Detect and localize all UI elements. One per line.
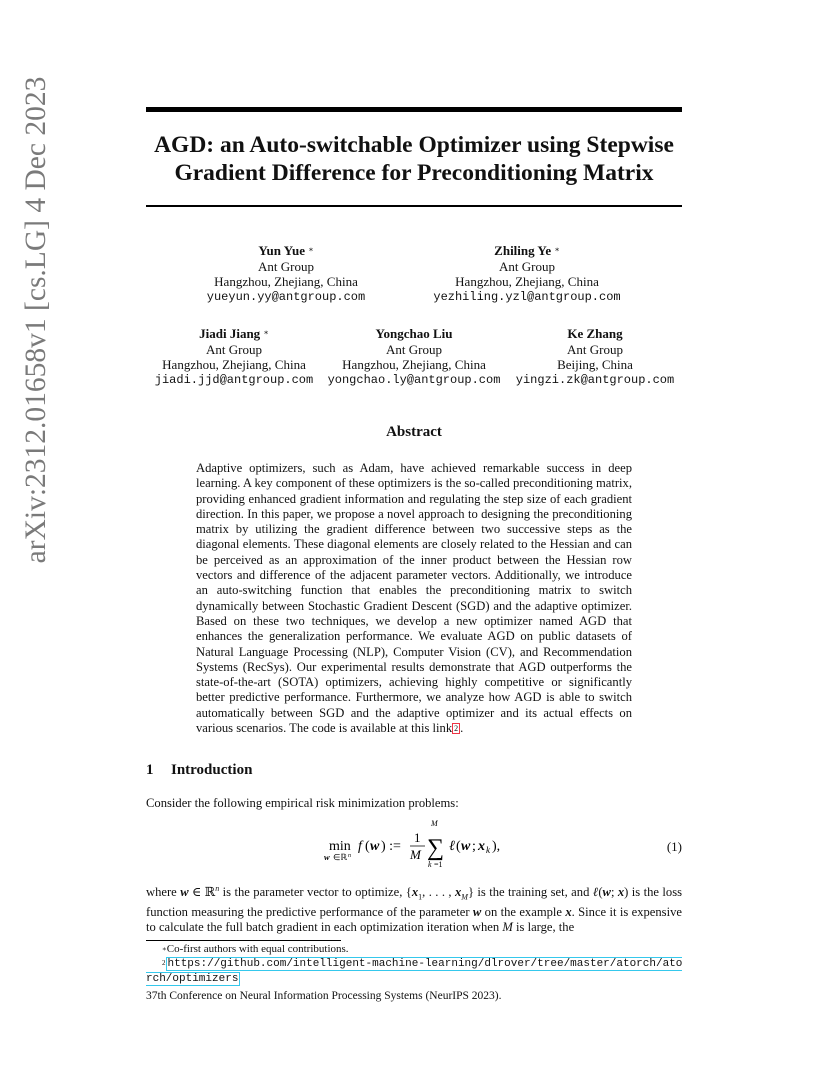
author-location: Hangzhou, Zhejiang, China [455,274,599,289]
svg-text:ℓ: ℓ [449,839,455,854]
svg-text:M: M [410,847,421,862]
author-mark: ∗ [263,328,269,337]
where-text-4: is the loss function measuring the predictive performance of the parameter [146,885,683,919]
author-affiliation: Ant Group [499,258,555,274]
title-top-rule [146,107,682,112]
code-link[interactable]: https://github.com/intelligent-machine-learning/dlrover/tree/master/atorch/atorch/optimizers [146,958,683,985]
svg-text:;: ; [472,839,476,854]
abstract-body: Adaptive optimizers, such as Adam, have achieved remarkable success in deep learning. A key component of these optimizers is the so-called preconditioning matrix, providing enhanced gradient information and regulating the step size of each gradient direction. In this paper, we propose a novel approach to designing the preconditioning matrix by utilizing the gradient difference between two successive steps as the diagonal elements. These diagonal elements are closely related to the Hessian and can be perceived as an approximation of the inner product between the Hessian row vectors and difference of the adjacent parameter vectors. Additionally, we introduce an auto-switching function that enables the preconditioning matrix to switch dynamically between Stochastic Gradient Descent (SGD) and the adaptive optimizer. Based on these two techniques, we develop a new optimizer named AGD that enhances the generalization performance. We evaluate AGD on public datasets of Natural Language Processing (NLP), Computer Vision (CV), and Recommendation Systems (RecSys). Our experimental results demonstrate that AGD outperforms the state-of-the-art (SOTA) optimizers, achieving highly competitive or significantly better predictive performance. Furthermore, we analyze how AGD is able to switch automatically between SGD and the adaptive optimizer and its actual effects on various scenarios. The code is available at this link $^2$ . [196,461,632,736]
author-name: Jiadi Jiang [199,326,261,341]
svg-text:min: min [329,839,351,854]
author-block [417,243,637,305]
svg-text:k: k [428,860,432,869]
author-location: Hangzhou, Zhejiang, China [214,274,358,289]
author-name: Yun Yue [258,243,305,258]
author-affiliation: Ant Group [206,341,262,357]
svg-text:1: 1 [414,830,421,845]
where-text-5: on the example [484,905,562,919]
footnote-text: Co-first authors with equal contributions. [166,943,349,955]
author-email[interactable]: jiadi.jjd@antgroup.com [154,372,314,387]
author-mark: ∗ [308,245,314,254]
author-name: Ke Zhang [567,326,623,341]
section-number: 1 [146,762,154,778]
author-affiliation: Ant Group [567,341,623,357]
author-location: Hangzhou, Zhejiang, China [162,357,306,372]
footnote-link[interactable]: 2 [454,724,459,734]
svg-text:w: w [324,852,330,862]
author-email[interactable]: yueyun.yy@antgroup.com [206,289,366,304]
svg-text:) :=: ) := [381,839,401,854]
svg-text:M: M [431,819,438,828]
footnote-mark: 2 [162,959,166,967]
section-title: Introduction [171,762,253,778]
author-affiliation: Ant Group [386,341,442,357]
author-name: Zhiling Ye [494,243,552,258]
author-email[interactable]: yezhiling.yzl@antgroup.com [433,289,621,304]
section-heading [146,762,252,779]
svg-text:n: n [348,853,351,859]
equation-graphic [146,816,682,874]
venue-line: 37th Conference on Neural Information Processing Systems (NeurIPS 2023). [146,990,502,1002]
svg-text:w: w [370,839,380,854]
footnote [146,957,686,986]
author-block [186,243,386,305]
svg-text:x: x [478,839,485,854]
svg-text:f: f [358,839,362,854]
author-mark: ∗ [554,245,560,254]
where-text-2: is the parameter vector to optimize, [222,885,403,900]
footnote [146,943,686,957]
svg-text:∑: ∑ [427,835,445,861]
math-symbol: w [180,885,189,900]
svg-text:w: w [461,839,471,854]
author-name: Yongchao Liu [375,326,453,341]
abstract-heading: Abstract [386,424,442,440]
author-block [512,326,678,388]
author-email[interactable]: yingzi.zk@antgroup.com [515,372,675,387]
footnote-rule [146,940,341,941]
svg-text:(: ( [456,839,461,854]
where-text-1: where [146,885,177,900]
paper-title: AGD: an Auto-switchable Optimizer using Stepwise Gradient Difference for Preconditioning Matrix [154,132,674,186]
svg-text:=1: =1 [434,860,443,869]
svg-text:(: ( [365,839,370,854]
abstract-text: Adaptive optimizers, such as Adam, have achieved remarkable success in deep learning. A key component of these optimizers is the so-called preconditioning matrix, providing enhanced gradient information and regulating the step size of each gradient direction. In this paper, we propose a novel approach to designing the preconditioning matrix by utilizing the gradient difference between two successive steps as the diagonal elements. These diagonal elements are closely related to the Hessian and can be perceived as an approximation of the inner product between the Hessian row vectors and difference of the adjacent parameter vectors. Additionally, we introduce an auto-switching function that enables the preconditioning matrix to switch dynamically between Stochastic Gradient Descent (SGD) and the adaptive optimizer. Based on these two techniques, we develop a new optimizer named AGD that enhances the generalization performance. We evaluate AGD on public datasets of Natural Language Processing (NLP), Computer Vision (CV), and Recommendation Systems (RecSys). Our experimental results demonstrate that AGD outperforms the state-of-the-art (SOTA) optimizers, achieving highly competitive or significantly better predictive performance. Furthermore, we analyze how AGD is able to switch automatically between SGD and the adaptive optimizer and its actual effects on various scenarios. The code is available at this link [196,461,632,736]
svg-text:),: ), [492,839,501,854]
author-email[interactable]: yongchao.ly@antgroup.com [327,372,501,387]
author-location: Hangzhou, Zhejiang, China [342,357,486,372]
where-text-3: is the training set, and [477,885,590,900]
svg-text:∈ℝ: ∈ℝ [333,852,348,862]
intro-paragraph: Consider the following empirical risk minimization problems: [146,796,459,810]
footnote-mark: ∗ [162,945,167,953]
where-paragraph: where w ∈ ℝ$^n$ is the parameter vector to optimize, {$x_1$, . . . , $x_M$} is the training set, and ℓ(w; x) is the loss function measuring the predictive performance of the parameter w on the example x. Since it is expensive to calculate the full batch gradient in each optimization iteration when M is large, the [146,884,683,935]
equation-1 [146,816,682,874]
author-affiliation: Ant Group [258,258,314,274]
svg-text:k: k [486,845,490,855]
title-bottom-rule [146,205,682,207]
author-block [148,326,320,388]
arxiv-stamp: arXiv:2312.01658v1 [cs.LG] 4 Dec 2023 [20,76,52,564]
where-text-7: is large, the [516,920,575,935]
where-text-6: . Since it is expensive to calculate the full batch gradient in each optimization iteration when [146,905,682,935]
equation-number: (1) [666,839,682,854]
author-block [324,326,504,388]
author-location: Beijing, China [557,357,633,372]
